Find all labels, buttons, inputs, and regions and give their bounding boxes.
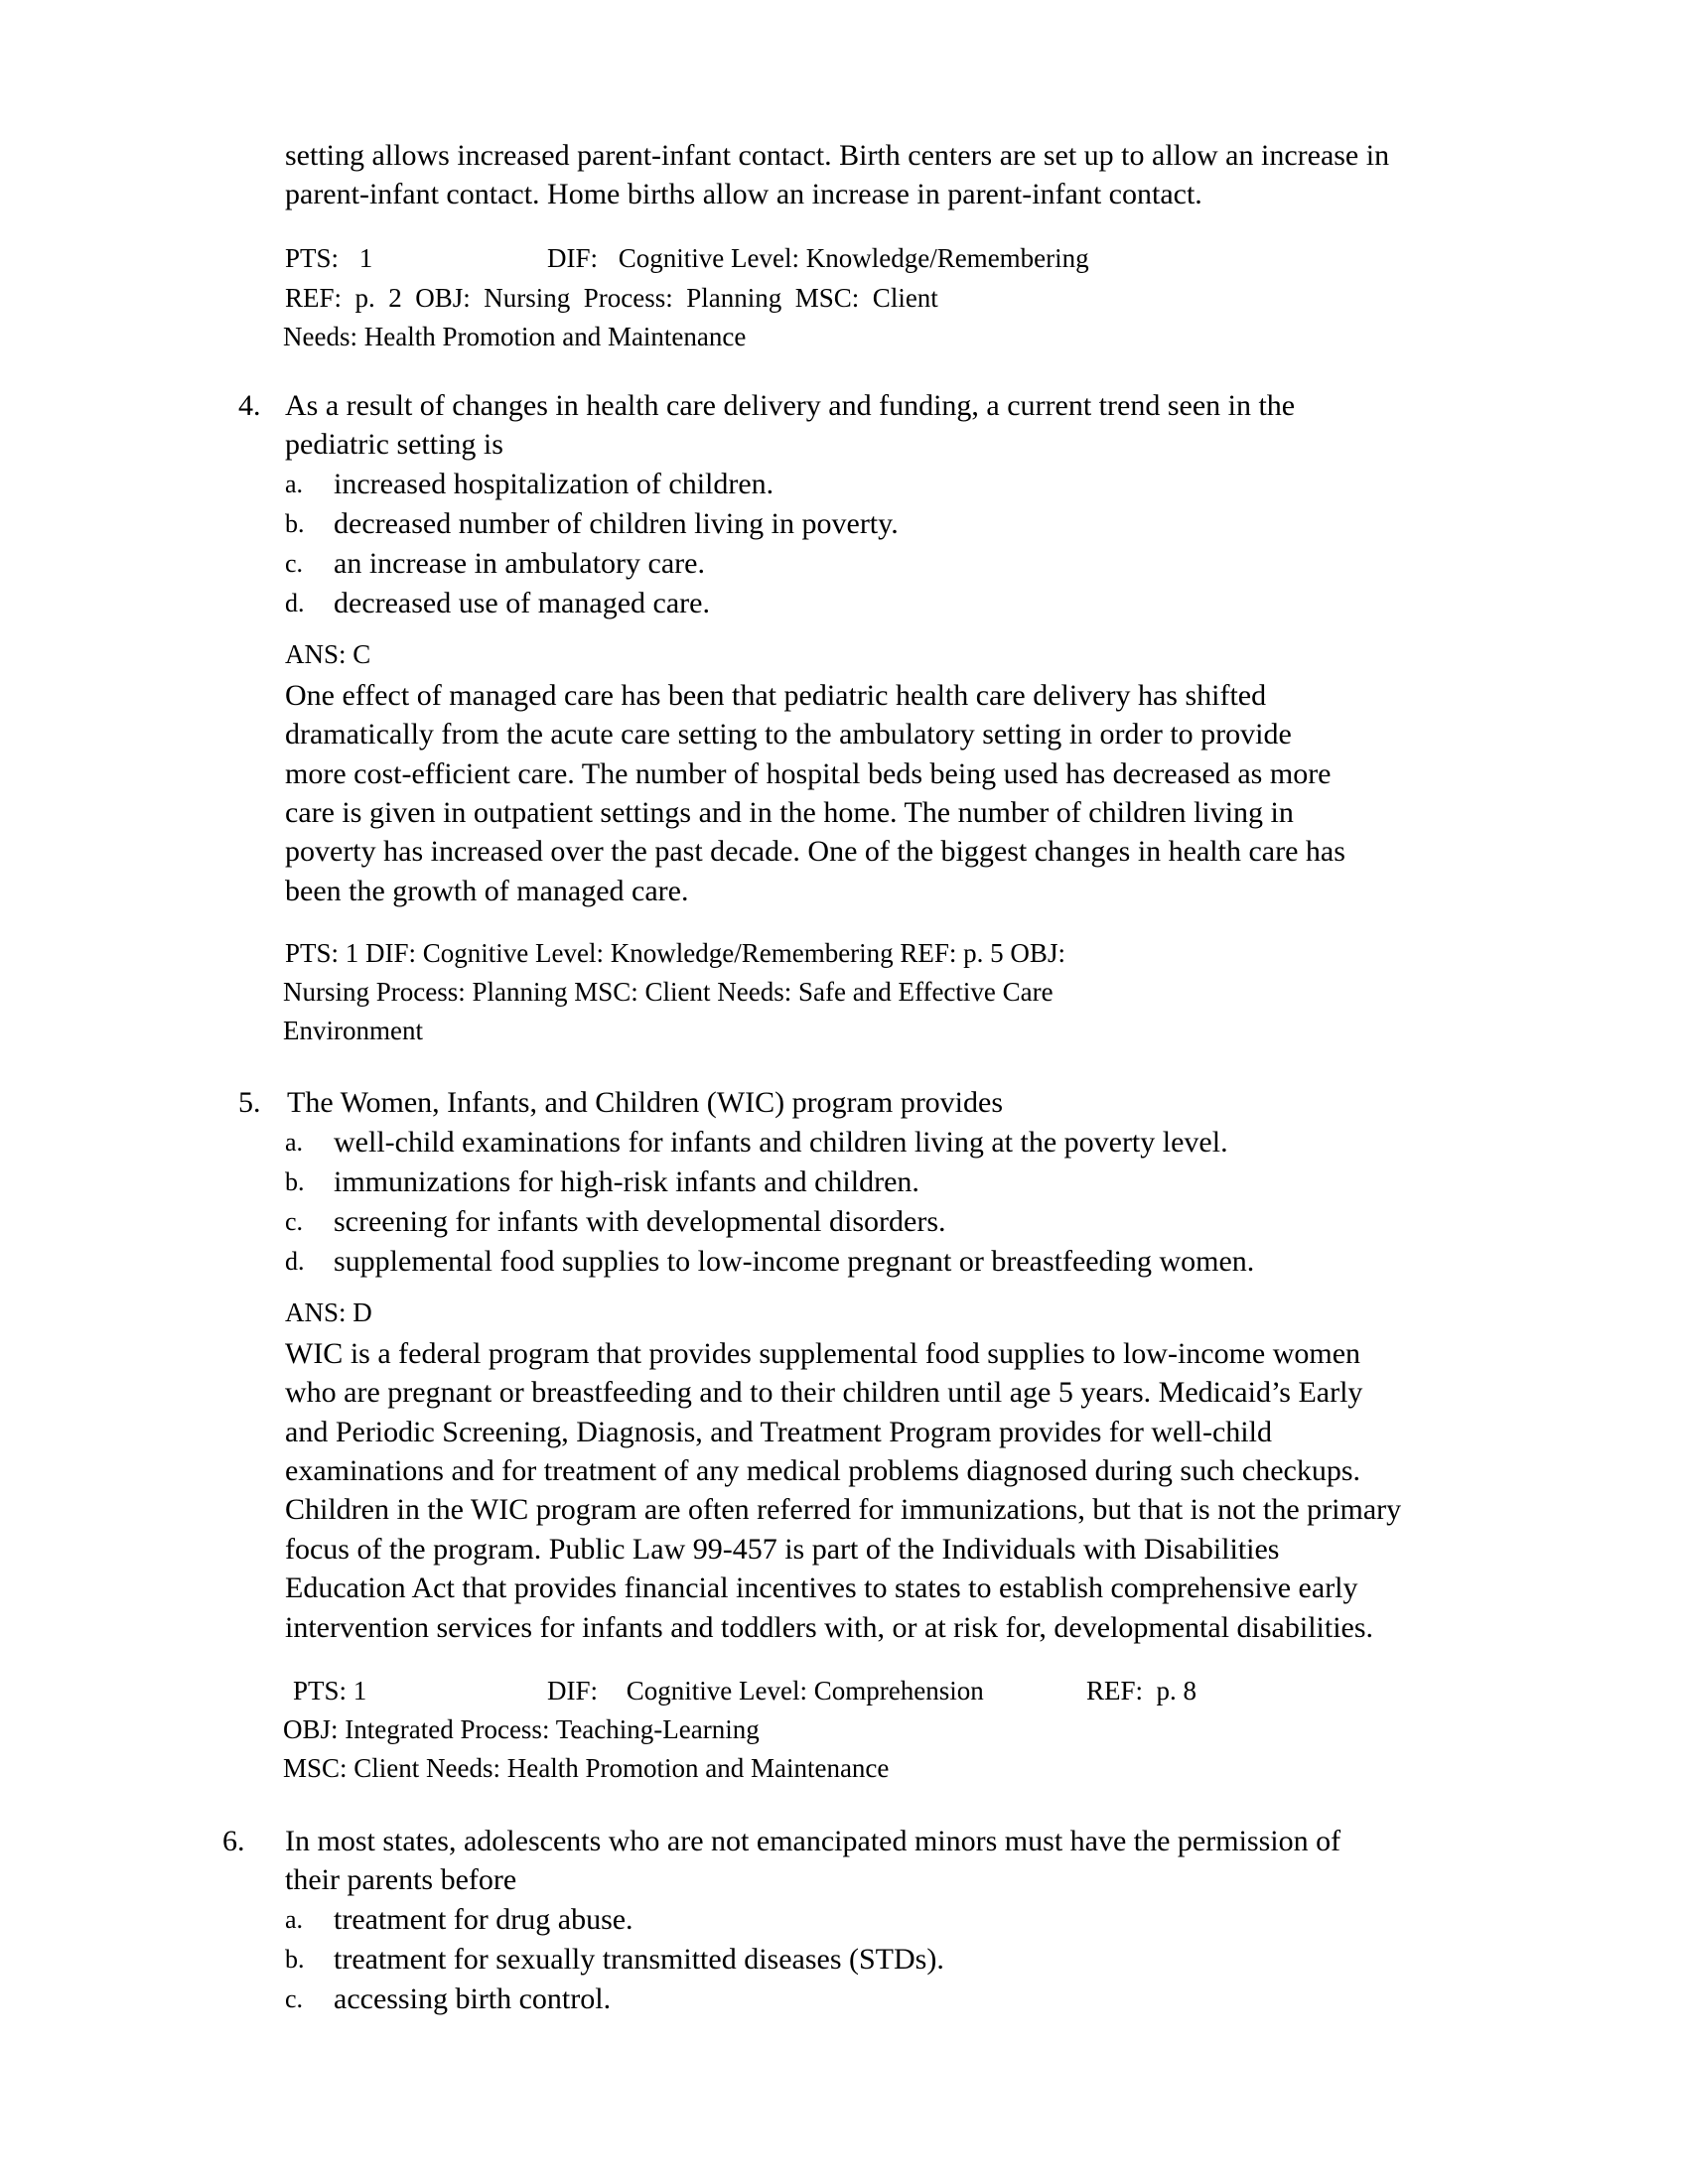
meta-line: [547, 245, 1089, 272]
rationale-line: examinations and for treatment of any medical problems diagnosed during such checkups.: [285, 1454, 1361, 1487]
rationale-line: WIC is a federal program that provides supplemental food supplies to low-income women: [285, 1337, 1361, 1370]
option-letter: a.: [285, 470, 304, 498]
option-text: screening for infants with developmental disorders.: [334, 1205, 946, 1238]
rationale-line: dramatically from the acute care setting to the ambulatory setting in order to provide: [285, 718, 1292, 751]
option-text: well-child examinations for infants and children living at the poverty level.: [334, 1126, 1228, 1159]
answer-key: ANS: C: [285, 639, 371, 669]
rationale-line: Education Act that provides financial incentives to states to establish comprehensive early: [285, 1571, 1358, 1604]
dif-value: Cognitive Level: Comprehension: [626, 1676, 984, 1706]
option-text: treatment for sexually transmitted diseases (STDs).: [334, 1943, 944, 1976]
option-letter: d.: [285, 589, 305, 617]
option-text: an increase in ambulatory care.: [334, 547, 705, 580]
meta-line: [285, 245, 372, 272]
option-text: decreased number of children living in poverty.: [334, 507, 899, 540]
question-stem: As a result of changes in health care delivery and funding, a current trend seen in the: [285, 389, 1296, 422]
option-letter: c.: [285, 549, 304, 578]
dif-label: DIF:: [547, 243, 599, 273]
option-letter: b.: [285, 1167, 305, 1196]
rationale-line: One effect of managed care has been that pediatric health care delivery has shifted: [285, 679, 1267, 712]
answer-key: ANS: D: [285, 1297, 372, 1327]
option-text: accessing birth control.: [334, 1982, 612, 2015]
rationale-line: who are pregnant or breastfeeding and to their children until age 5 years. Medicaid’s Early: [285, 1376, 1363, 1409]
pts-value: 1: [358, 243, 373, 273]
option-text: decreased use of managed care.: [334, 587, 710, 619]
option-text: immunizations for high-risk infants and children.: [334, 1165, 919, 1198]
meta-line: REF: p. 2 OBJ: Nursing Process: Planning MSC: Client: [285, 283, 938, 313]
dif-label: DIF:: [547, 1676, 599, 1706]
question-stem: In most states, adolescents who are not emancipated minors must have the permission of: [285, 1825, 1341, 1857]
option-letter: c.: [285, 1207, 304, 1236]
rationale-line: and Periodic Screening, Diagnosis, and Treatment Program provides for well-child: [285, 1416, 1272, 1448]
question-number: 5.: [238, 1086, 261, 1119]
option-letter: b.: [285, 509, 305, 538]
pts-field: PTS: 1: [293, 1676, 367, 1706]
ref-field: REF: p. 8: [1086, 1676, 1197, 1706]
obj-field: OBJ: Integrated Process: Teaching-Learning: [283, 1714, 760, 1744]
option-text: supplemental food supplies to low-income pregnant or breastfeeding women.: [334, 1245, 1255, 1278]
msc-field: MSC: Client Needs: Health Promotion and Maintenance: [283, 1753, 890, 1783]
pts-label: PTS:: [285, 243, 340, 273]
rationale-line: more cost-efficient care. The number of hospital beds being used has decreased as more: [285, 757, 1332, 790]
option-letter: c.: [285, 1984, 304, 2013]
option-letter: a.: [285, 1128, 304, 1157]
option-letter: d.: [285, 1247, 305, 1276]
rationale-line: intervention services for infants and toddlers with, or at risk for, developmental disabilities.: [285, 1611, 1374, 1644]
rationale-line: setting allows increased parent-infant contact. Birth centers are set up to allow an increase in: [285, 139, 1390, 172]
question-stem: their parents before: [285, 1863, 517, 1896]
meta-line: Environment: [283, 1016, 423, 1045]
dif-field: [547, 1678, 984, 1705]
question-number: 4.: [238, 389, 261, 422]
option-letter: b.: [285, 1945, 305, 1974]
rationale-line: Children in the WIC program are often referred for immunizations, but that is not the primary: [285, 1493, 1402, 1526]
rationale-line: been the growth of managed care.: [285, 875, 689, 907]
rationale-line: focus of the program. Public Law 99-457 is part of the Individuals with Disabilities: [285, 1533, 1280, 1566]
meta-line: PTS: 1 DIF: Cognitive Level: Knowledge/Remembering REF: p. 5 OBJ:: [285, 938, 1065, 968]
dif-value: Cognitive Level: Knowledge/Remembering: [618, 243, 1089, 273]
rationale-line: parent-infant contact. Home births allow an increase in parent-infant contact.: [285, 178, 1202, 210]
question-number: 6.: [222, 1825, 245, 1857]
meta-line: Needs: Health Promotion and Maintenance: [283, 322, 747, 351]
option-text: increased hospitalization of children.: [334, 468, 774, 500]
meta-line: Nursing Process: Planning MSC: Client Needs: Safe and Effective Care: [283, 977, 1054, 1007]
rationale-line: care is given in outpatient settings and in the home. The number of children living in: [285, 796, 1294, 829]
option-text: treatment for drug abuse.: [334, 1903, 633, 1936]
question-stem: The Women, Infants, and Children (WIC) program provides: [287, 1086, 1004, 1119]
option-letter: a.: [285, 1905, 304, 1934]
question-stem: pediatric setting is: [285, 428, 503, 461]
rationale-line: poverty has increased over the past decade. One of the biggest changes in health care has: [285, 835, 1345, 868]
